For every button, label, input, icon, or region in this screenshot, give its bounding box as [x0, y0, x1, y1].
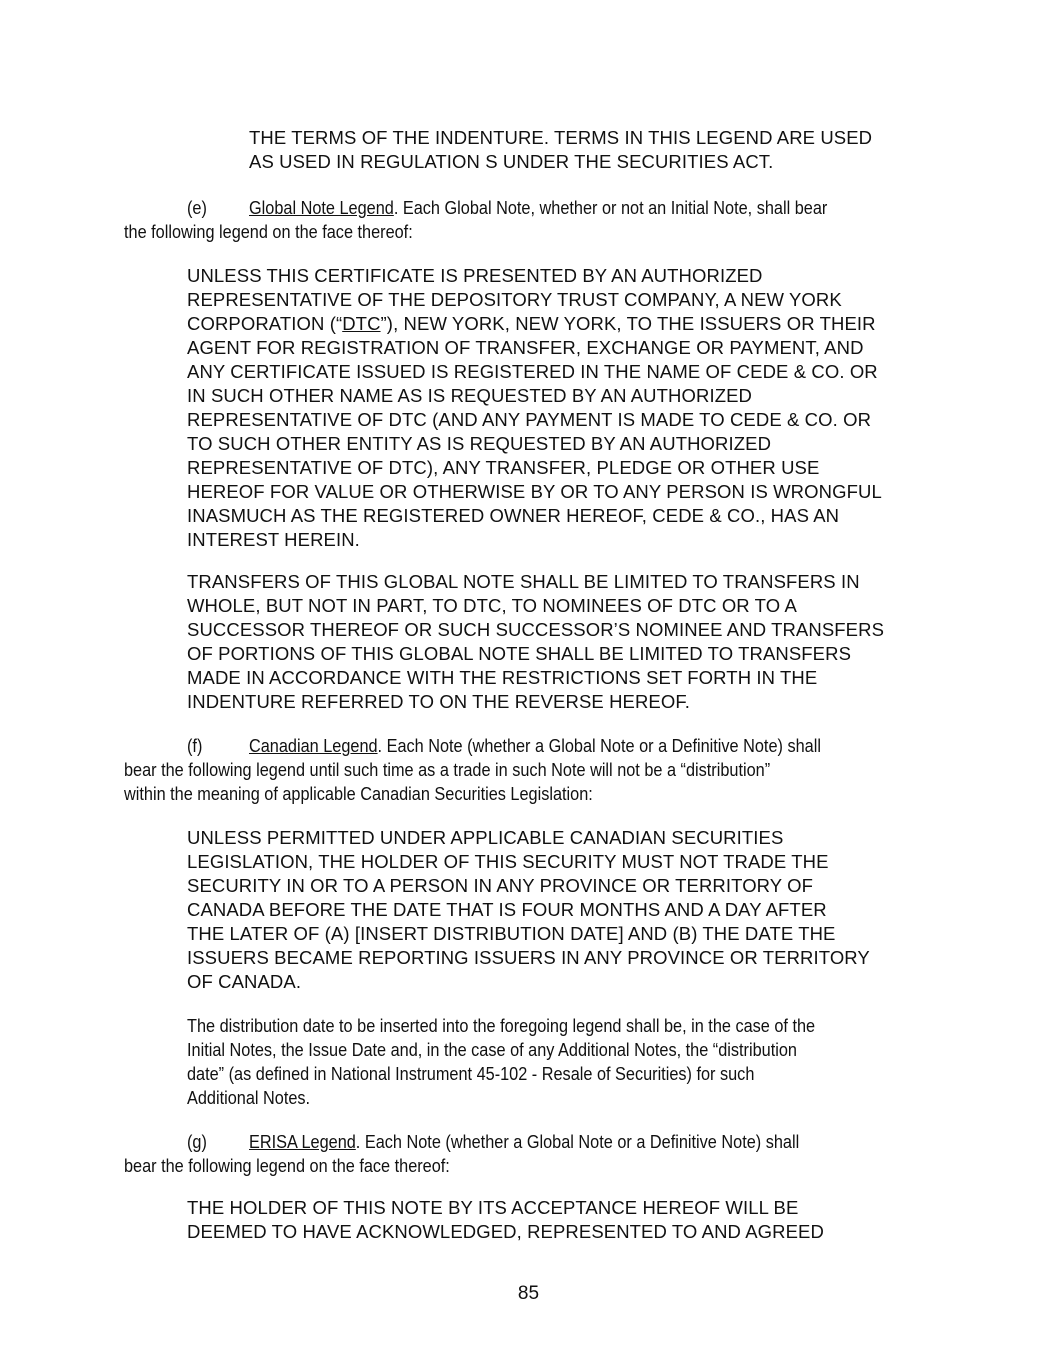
dtc-legend-line-11: INASMUCH AS THE REGISTERED OWNER HEREOF, CEDE & CO., HAS AN: [187, 505, 840, 526]
section-g-first-line: [249, 1130, 799, 1154]
transfers-legend-line-5: MADE IN ACCORDANCE WITH THE RESTRICTIONS SET FORTH IN THE: [187, 667, 818, 688]
section-e-heading: Global Note Legend: [249, 197, 394, 218]
section-g-text: . Each Note (whether a Global Note or a Definitive Note) shall: [355, 1131, 800, 1152]
dtc-legend-line-6: IN SUCH OTHER NAME AS IS REQUESTED BY AN AUTHORIZED: [187, 385, 752, 406]
section-f-line-2: bear the following legend until such time as a trade in such Note will not be a “distribution”: [124, 759, 771, 780]
canadian-legend-line-4: CANADA BEFORE THE DATE THAT IS FOUR MONTHS AND A DAY AFTER: [187, 899, 827, 920]
distribution-line-2: Initial Notes, the Issue Date and, in the case of any Additional Notes, the “distribution: [187, 1039, 797, 1060]
page-number: 85: [517, 1283, 540, 1304]
section-f-line-3: within the meaning of applicable Canadian Securities Legislation:: [124, 783, 593, 804]
dtc-legend-line-12: INTEREST HEREIN.: [187, 529, 360, 550]
dtc-legend-line-2: REPRESENTATIVE OF THE DEPOSITORY TRUST COMPANY, A NEW YORK: [187, 289, 842, 310]
dtc-legend-line-10: HEREOF FOR VALUE OR OTHERWISE BY OR TO ANY PERSON IS WRONGFUL: [187, 481, 882, 502]
canadian-legend-line-7: OF CANADA.: [187, 971, 302, 992]
section-e-line-2: the following legend on the face thereof:: [124, 221, 413, 242]
dtc-legend-line-9: REPRESENTATIVE OF DTC), ANY TRANSFER, PLEDGE OR OTHER USE: [187, 457, 820, 478]
intro-line-1: THE TERMS OF THE INDENTURE. TERMS IN THIS LEGEND ARE USED: [249, 127, 873, 148]
section-g-line-2: bear the following legend on the face thereof:: [124, 1155, 450, 1176]
dtc-legend-line-5: ANY CERTIFICATE ISSUED IS REGISTERED IN THE NAME OF CEDE & CO. OR: [187, 361, 878, 382]
transfers-legend-line-2: WHOLE, BUT NOT IN PART, TO DTC, TO NOMINEES OF DTC OR TO A: [187, 595, 797, 616]
distribution-line-3: date” (as defined in National Instrument 45-102 - Resale of Securities) for such: [187, 1063, 755, 1084]
erisa-legend-line-2: DEEMED TO HAVE ACKNOWLEDGED, REPRESENTED TO AND AGREED: [187, 1221, 824, 1242]
canadian-legend-line-5: THE LATER OF (A) [INSERT DISTRIBUTION DATE] AND (B) THE DATE THE: [187, 923, 836, 944]
dtc-legend-line-3-pre: CORPORATION (“: [187, 313, 343, 334]
section-f-text: . Each Note (whether a Global Note or a Definitive Note) shall: [377, 735, 821, 756]
dtc-legend-line-4: AGENT FOR REGISTRATION OF TRANSFER, EXCHANGE OR PAYMENT, AND: [187, 337, 864, 358]
section-g-label: (g): [187, 1131, 207, 1152]
canadian-legend-line-3: SECURITY IN OR TO A PERSON IN ANY PROVINCE OR TERRITORY OF: [187, 875, 814, 896]
section-f-heading: Canadian Legend: [249, 735, 378, 756]
distribution-line-1: The distribution date to be inserted into the foregoing legend shall be, in the case of the: [187, 1015, 816, 1036]
transfers-legend-line-3: SUCCESSOR THEREOF OR SUCH SUCCESSOR’S NOMINEE AND TRANSFERS: [187, 619, 885, 640]
transfers-legend-line-6: INDENTURE REFERRED TO ON THE REVERSE HEREOF.: [187, 691, 690, 712]
dtc-legend-line-1: UNLESS THIS CERTIFICATE IS PRESENTED BY AN AUTHORIZED: [187, 265, 763, 286]
canadian-legend-line-2: LEGISLATION, THE HOLDER OF THIS SECURITY MUST NOT TRADE THE: [187, 851, 829, 872]
distribution-line-4: Additional Notes.: [187, 1087, 311, 1108]
section-e-first-line: [249, 196, 827, 220]
dtc-legend-line-7: REPRESENTATIVE OF DTC (AND ANY PAYMENT IS MADE TO CEDE & CO. OR: [187, 409, 872, 430]
canadian-legend-line-6: ISSUERS BECAME REPORTING ISSUERS IN ANY PROVINCE OR TERRITORY: [187, 947, 870, 968]
transfers-legend-line-1: TRANSFERS OF THIS GLOBAL NOTE SHALL BE LIMITED TO TRANSFERS IN: [187, 571, 860, 592]
dtc-legend-line-3-post: ”), NEW YORK, NEW YORK, TO THE ISSUERS OR THEIR: [380, 313, 876, 334]
transfers-legend-line-4: OF PORTIONS OF THIS GLOBAL NOTE SHALL BE LIMITED TO TRANSFERS: [187, 643, 852, 664]
erisa-legend-line-1: THE HOLDER OF THIS NOTE BY ITS ACCEPTANCE HEREOF WILL BE: [187, 1197, 799, 1218]
section-f-first-line: [249, 734, 821, 758]
section-g-heading: ERISA Legend: [249, 1131, 356, 1152]
canadian-legend-line-1: UNLESS PERMITTED UNDER APPLICABLE CANADIAN SECURITIES: [187, 827, 784, 848]
dtc-legend-line-8: TO SUCH OTHER ENTITY AS IS REQUESTED BY AN AUTHORIZED: [187, 433, 772, 454]
dtc-defined-term: DTC: [342, 313, 381, 334]
intro-line-2: AS USED IN REGULATION S UNDER THE SECURITIES ACT.: [249, 151, 774, 172]
section-e-text: . Each Global Note, whether or not an Initial Note, shall bear: [393, 197, 828, 218]
dtc-legend-line-3: [187, 312, 876, 336]
section-f-label: (f): [187, 735, 203, 756]
section-e-label: (e): [187, 197, 207, 218]
